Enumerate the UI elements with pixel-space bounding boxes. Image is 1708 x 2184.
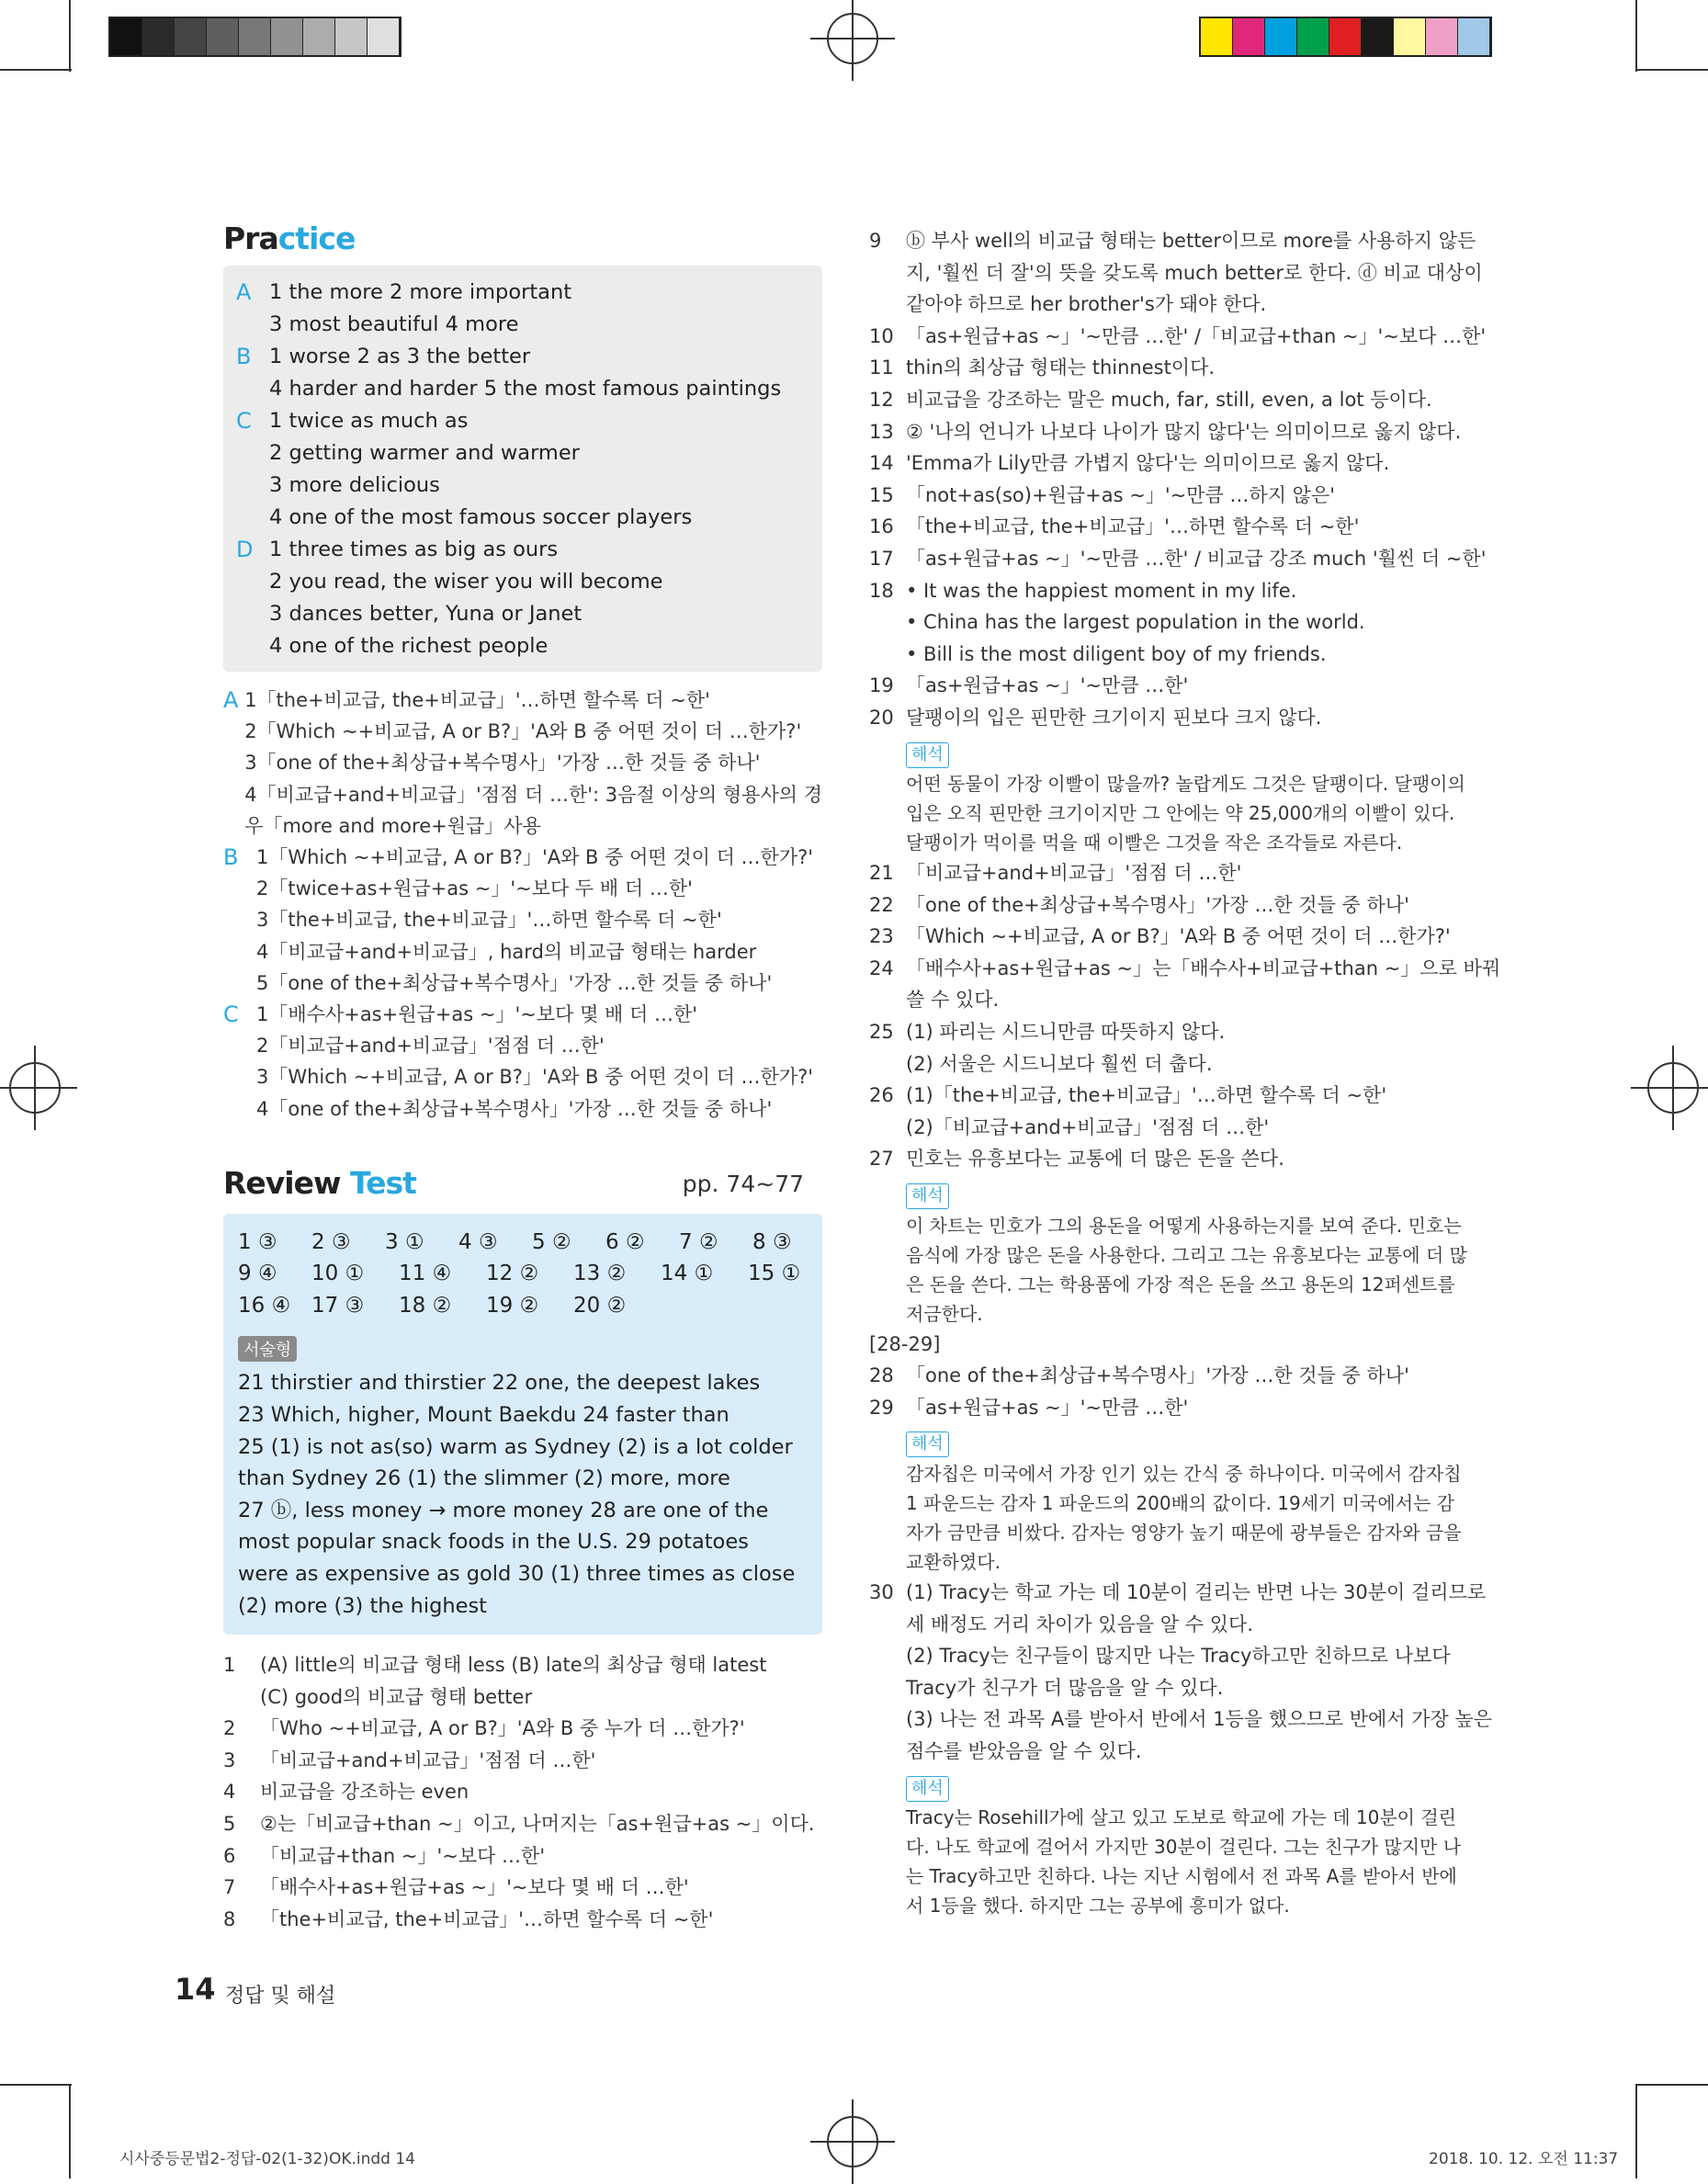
item-text: 「the+비교급, the+비교급」'…하면 할수록 더 ~한'	[906, 515, 1360, 538]
crop-mark	[1635, 0, 1637, 72]
item-text-continued: (3) 나는 전 과목 A를 받아서 반에서 1등을 했으므로 반에서 가장 높은	[906, 1708, 1493, 1731]
explanation-group	[223, 842, 822, 999]
translation-line: 는 Tracy하고만 친하다. 나는 지난 시험에서 전 과목 A를 받아서 반에	[906, 1865, 1457, 1888]
translation-tag-row	[869, 1175, 1476, 1211]
color-swatch	[1201, 18, 1233, 55]
item-text-continued: 점수를 받았음을 알 수 있다.	[906, 1739, 1142, 1762]
color-bar	[1199, 17, 1492, 57]
translation-tag-row	[869, 1768, 1476, 1804]
item-number: 16	[869, 515, 894, 538]
explanation-item	[223, 1681, 822, 1714]
color-swatch	[1394, 18, 1426, 55]
explanation-line: 5「one of the+최상급+복수명사」'가장 …한 것들 중 하나'	[256, 971, 773, 994]
essay-line: 23 Which, higher, Mount Baekdu 24 faster than	[238, 1402, 730, 1427]
item-text: ⓑ 부사 well의 비교급 형태는 better이므로 more를 사용하지 않든	[906, 230, 1476, 252]
answer-line: 3 most beautiful 4 more	[269, 312, 519, 336]
answer-line: 1 the more 2 more important	[269, 280, 572, 304]
item-text: 「비교급+and+비교급」'점점 더 …한'	[260, 1748, 596, 1771]
explanation-item	[869, 953, 1501, 985]
review-title: Review Test	[223, 1164, 416, 1201]
section-letter: C	[236, 408, 252, 434]
item-number: 15	[869, 483, 894, 506]
translation-line: 다. 나도 학교에 걸어서 가지만 30분이 걸린다. 그는 친구가 많지만 나	[906, 1836, 1462, 1859]
item-text: 「as+원급+as ~」'~만큼 …한' / 비교급 강조 much '훨씬 더 ~한'	[906, 547, 1487, 570]
item-text-continued: (2) Tracy는 친구들이 많지만 나는 Tracy하고만 친하므로 나보다	[906, 1645, 1451, 1668]
translation-line: 교환하였다.	[906, 1551, 1001, 1573]
mc-answer: 17 ③	[311, 1293, 365, 1318]
item-number: 5	[223, 1813, 236, 1836]
item-text: 「비교급+and+비교급」'점점 더 …한'	[906, 862, 1242, 885]
explanation-line: 1「the+비교급, the+비교급」'…하면 할수록 더 ~한'	[244, 689, 710, 711]
item-text: 「배수사+as+원급+as ~」'~보다 몇 배 더 …한'	[260, 1876, 689, 1899]
explanation-item	[869, 1016, 1476, 1048]
practice-explanations	[223, 685, 822, 1125]
answer-group	[236, 534, 809, 662]
answer-line: 2 getting warmer and warmer	[269, 441, 580, 465]
translation-tag: 해석	[906, 1776, 949, 1802]
mc-answer: 16 ④	[238, 1293, 291, 1318]
item-text-continued: 같아야 하므로 her brother's가 돼야 한다.	[906, 293, 1267, 316]
item-number: 22	[869, 893, 894, 916]
item-text: 비교급을 강조하는 말은 much, far, still, even, a lot 등이다.	[906, 388, 1432, 411]
answer-line: 3 dances better, Yuna or Janet	[269, 602, 583, 626]
practice-answer-box	[223, 266, 822, 672]
item-number: 12	[869, 388, 894, 411]
crop-mark	[1635, 69, 1708, 71]
translation-tag: 해석	[906, 1431, 949, 1457]
item-text: 「Which ~+비교급, A or B?」'A와 B 중 어떤 것이 더 …한가?'	[906, 925, 1451, 948]
explanation-item	[869, 1143, 1476, 1175]
item-text: 「as+원급+as ~」'~만큼 …한'	[906, 1396, 1189, 1419]
section-letter: C	[223, 1001, 239, 1028]
item-text: 「not+as(so)+원급+as ~」'~만큼 …하지 않은'	[906, 483, 1336, 506]
mc-row	[238, 1227, 809, 1259]
essay-line: were as expensive as gold 30 (1) three times as close	[238, 1561, 796, 1586]
item-text-continued: 지, '훨씬 더 잘'의 뜻을 갖도록 much better로 한다. ⓓ 비교 대상이	[906, 261, 1483, 284]
explanation-item	[869, 857, 1476, 889]
section-letter: B	[223, 844, 239, 871]
explanation-line: 3「one of the+최상급+복수명사」'가장 …한 것들 중 하나'	[244, 752, 761, 775]
answer-line: 4 harder and harder 5 the most famous paintings	[269, 377, 782, 401]
explanation-item	[223, 1904, 822, 1936]
translation-tag: 해석	[906, 1183, 949, 1209]
mc-row	[238, 1258, 809, 1290]
answer-line: 2 you read, the wiser you will become	[269, 570, 663, 594]
gray-swatch	[142, 18, 175, 55]
explanation-item	[869, 352, 1476, 384]
essay-line: most popular snack foods in the U.S. 29 potatoes	[238, 1530, 749, 1555]
color-swatch	[1329, 18, 1362, 55]
item-number: 1	[223, 1654, 236, 1677]
explanation-item	[869, 575, 1476, 607]
answer-lines	[269, 277, 571, 341]
explanation-item	[869, 416, 1476, 448]
item-number: 2	[223, 1717, 236, 1740]
explanation-item	[869, 225, 1476, 257]
item-number: 17	[869, 547, 894, 570]
mc-answer: 19 ②	[486, 1293, 539, 1318]
review-header	[223, 1165, 822, 1201]
crop-mark	[69, 0, 71, 72]
explanation-group	[223, 685, 822, 842]
item-text: ②는「비교급+than ~」이고, 나머지는「as+원급+as ~」이다.	[260, 1813, 815, 1836]
mc-answer: 15 ①	[748, 1262, 801, 1286]
answer-line: 3 more delicious	[269, 473, 440, 497]
essay-line: than Sydney 26 (1) the slimmer (2) more, more	[238, 1466, 730, 1491]
answer-line: 1 three times as big as ours	[269, 538, 559, 561]
translation-line: 은 돈을 쓴다. 그는 학용품에 가장 적은 돈을 쓰고 용돈의 12퍼센트를	[906, 1273, 1455, 1296]
mc-answer: 6 ②	[605, 1229, 645, 1254]
color-swatch	[1458, 18, 1490, 55]
item-number: 3	[223, 1748, 236, 1771]
review-explanations	[223, 1649, 822, 1935]
item-text: 달팽이의 입은 핀만한 크기이지 핀보다 크지 않다.	[906, 706, 1322, 729]
registration-mark-bottom	[827, 2116, 878, 2167]
date-slug: 2018. 10. 12. 오전 11:37	[1429, 2150, 1619, 2168]
essay-tag: 서술형	[238, 1336, 297, 1362]
item-number: 25	[869, 1021, 894, 1044]
answer-line: 1 twice as much as	[269, 409, 469, 433]
item-text: (C) good의 비교급 형태 better	[260, 1685, 533, 1708]
gray-swatch	[368, 18, 400, 55]
item-number: 18	[869, 579, 894, 602]
mc-answer: 1 ③	[238, 1229, 277, 1254]
translation-line: Tracy는 Rosehill가에 살고 있고 도보로 학교에 가는 데 10분이 걸린	[906, 1806, 1456, 1829]
answer-line: 4 one of the richest people	[269, 634, 549, 658]
section-letter: D	[236, 537, 254, 562]
item-number: 7	[223, 1876, 236, 1899]
item-number: [28-29]	[869, 1332, 941, 1355]
translation-line: 음식에 가장 많은 돈을 사용한다. 그리고 그는 유흥보다는 교통에 더 많	[906, 1243, 1467, 1266]
right-column	[869, 225, 1501, 1920]
translation-line: 입은 오직 핀만한 크기이지만 그 안에는 약 25,000개의 이빨이 있다.	[906, 802, 1455, 825]
section-letter: A	[223, 687, 239, 713]
explanation-item	[869, 543, 1487, 575]
item-text-continued: (2)「비교급+and+비교급」'점점 더 …한'	[906, 1115, 1270, 1138]
page-range: pp. 74~77	[682, 1170, 804, 1197]
explanation-lines	[256, 842, 813, 999]
item-text: (A) little의 비교급 형태 less (B) late의 최상급 형태 latest	[260, 1654, 767, 1677]
item-text: 민호는 유흥보다는 교통에 더 많은 돈을 쓴다.	[906, 1148, 1284, 1171]
essay-line: 25 (1) is not as(so) warm as Sydney (2) is a lot colder	[238, 1434, 793, 1459]
item-text: 비교급을 강조하는 even	[260, 1781, 469, 1804]
item-text: 「one of the+최상급+복수명사」'가장 …한 것들 중 하나'	[906, 1364, 1409, 1387]
essay-line: 27 ⓑ, less money → more money 28 are one of the	[238, 1498, 769, 1522]
explanation-item	[869, 1080, 1476, 1112]
mc-answer: 3 ①	[385, 1229, 424, 1254]
explanation-line: 2「twice+as+원급+as ~」'~보다 두 배 더 …한'	[256, 877, 693, 900]
mc-answer: 14 ①	[661, 1262, 714, 1286]
item-text: (1) 파리는 시드니만큼 따뜻하지 않다.	[906, 1021, 1226, 1044]
item-text: 「as+원급+as ~」'~만큼 …한'	[906, 674, 1189, 697]
multiple-choice-answers	[238, 1227, 809, 1322]
item-text: (1) Tracy는 학교 가는 데 10분이 걸리는 반면 나는 30분이 걸리므로	[906, 1581, 1487, 1603]
mc-answer: 11 ④	[399, 1262, 452, 1286]
item-text-continued: 세 배정도 거리 차이가 있음을 알 수 있다.	[906, 1613, 1253, 1635]
item-text: 「Who ~+비교급, A or B?」'A와 B 중 누가 더 …한가?'	[260, 1717, 745, 1740]
translation-line: 어떤 동물이 가장 이빨이 많을까? 놀랍게도 그것은 달팽이다. 달팽이의	[906, 773, 1465, 796]
explanation-item	[223, 1840, 822, 1873]
item-text-continued: 쓸 수 있다.	[906, 989, 1000, 1012]
file-slug: 시사중등문법2-정답-02(1-32)OK.indd 14	[119, 2150, 415, 2168]
gray-swatch	[335, 18, 368, 55]
explanation-item	[869, 1392, 1476, 1424]
explanation-item	[223, 1745, 822, 1777]
explanation-item	[223, 1713, 822, 1745]
explanation-item	[869, 447, 1476, 480]
answer-group	[236, 405, 809, 534]
explanation-item	[869, 480, 1476, 512]
crop-mark	[1635, 2084, 1637, 2178]
translation-line: 1 파운드는 감자 1 파운드의 200배의 값이다. 19세기 미국에서는 감	[906, 1492, 1455, 1514]
mc-row	[238, 1290, 809, 1322]
grayscale-bar	[108, 17, 402, 57]
mc-answer: 8 ③	[752, 1229, 792, 1254]
explanation-item	[869, 1360, 1476, 1392]
left-column	[223, 221, 822, 1935]
item-number: 30	[869, 1581, 894, 1603]
gray-swatch	[271, 18, 303, 55]
mc-answer: 2 ③	[311, 1229, 351, 1254]
answer-lines	[269, 341, 781, 405]
item-text: • It was the happiest moment in my life.	[906, 579, 1297, 602]
mc-answer: 12 ②	[486, 1262, 539, 1286]
item-text: 「비교급+than ~」'~보다 …한'	[260, 1844, 546, 1867]
color-swatch	[1233, 18, 1265, 55]
explanation-item	[869, 1329, 1476, 1361]
crop-mark	[0, 69, 72, 71]
answer-line: 1 worse 2 as 3 the better	[269, 345, 531, 368]
item-number: 21	[869, 862, 894, 885]
mc-answer: 5 ②	[532, 1229, 571, 1254]
item-number: 6	[223, 1844, 236, 1867]
explanation-line: 4「비교급+and+비교급」, hard의 비교급 형태는 harder	[256, 940, 757, 963]
answer-line: 4 one of the most famous soccer players	[269, 505, 693, 529]
translation-line: 감자칩은 미국에서 가장 인기 있는 간식 중 하나이다. 미국에서 감자칩	[906, 1463, 1462, 1485]
explanation-lines	[256, 999, 813, 1125]
color-swatch	[1426, 18, 1458, 55]
mc-answer: 7 ②	[679, 1229, 718, 1254]
registration-mark-top	[827, 13, 878, 64]
explanation-lines	[244, 685, 822, 842]
essay-answers	[238, 1367, 809, 1622]
explanation-item	[869, 921, 1476, 953]
gray-swatch	[207, 18, 239, 55]
color-swatch	[1362, 18, 1394, 55]
item-number: 26	[869, 1084, 894, 1107]
explanation-item	[223, 1776, 822, 1808]
explanation-item	[869, 384, 1476, 416]
explanation-line: 4「one of the+최상급+복수명사」'가장 …한 것들 중 하나'	[256, 1097, 773, 1120]
item-text-continued: (2) 서울은 시드니보다 훨씬 더 춥다.	[906, 1052, 1213, 1075]
item-text: ② '나의 언니가 나보다 나이가 많지 않다'는 의미이므로 옳지 않다.	[906, 420, 1462, 443]
color-swatch	[1265, 18, 1297, 55]
color-swatch	[1297, 18, 1329, 55]
footer-label: 정답 및 해설	[225, 1985, 336, 2008]
item-number: 19	[869, 674, 894, 697]
explanation-item	[869, 670, 1476, 702]
translation-line: 이 차트는 민호가 그의 용돈을 어떻게 사용하는지를 보여 준다. 민호는	[906, 1214, 1462, 1237]
item-text: 「as+원급+as ~」'~만큼 …한' /「비교급+than ~」'~보다 …한'	[906, 324, 1487, 347]
item-number: 14	[869, 452, 894, 475]
crop-mark	[0, 2084, 72, 2086]
mc-answer: 9 ④	[238, 1262, 277, 1286]
explanation-line: 2「비교급+and+비교급」'점점 더 …한'	[256, 1035, 605, 1058]
item-text-continued: • China has the largest population in the world.	[906, 611, 1365, 634]
item-number: 23	[869, 925, 894, 948]
section-letter: B	[236, 344, 252, 369]
item-text: 'Emma가 Lily만큼 가볍지 않다'는 의미이므로 옳지 않다.	[906, 452, 1390, 475]
explanation-item	[869, 321, 1487, 353]
mc-answer: 10 ①	[311, 1262, 365, 1286]
registration-mark-right	[1647, 1062, 1699, 1114]
answer-lines	[269, 405, 692, 534]
item-text-continued: • Bill is the most diligent boy of my friends.	[906, 642, 1327, 665]
explanation-group	[223, 999, 822, 1125]
translation-tag-row	[869, 734, 1476, 770]
translation-line: 달팽이가 먹이를 먹을 때 이빨은 그것을 작은 조각들로 자른다.	[906, 832, 1403, 854]
translation-line: 저금한다.	[906, 1302, 983, 1325]
item-number	[223, 1681, 260, 1714]
explanation-line: 1「Which ~+비교급, A or B?」'A와 B 중 어떤 것이 더 …한가?'	[256, 846, 814, 869]
explanation-line: 4「비교급+and+비교급」'점점 더 …한': 3음절 이상의 형용사의 경	[244, 783, 822, 806]
item-number: 20	[869, 706, 894, 729]
gray-swatch	[110, 18, 142, 55]
item-text: 「배수사+as+원급+as ~」는「배수사+비교급+than ~」으로 바꿔	[906, 956, 1501, 979]
gray-swatch	[303, 18, 335, 55]
item-number: 11	[869, 356, 894, 379]
explanation-item	[223, 1808, 822, 1840]
section-letter: A	[236, 279, 252, 305]
item-number: 9	[869, 230, 882, 252]
translation-tag-row	[869, 1423, 1476, 1459]
item-number: 4	[223, 1781, 236, 1804]
page-number: 14	[175, 1972, 216, 2007]
item-text: (1)「the+비교급, the+비교급」'…하면 할수록 더 ~한'	[906, 1084, 1387, 1107]
explanation-line: 3「the+비교급, the+비교급」'…하면 할수록 더 ~한'	[256, 909, 722, 932]
essay-line: 21 thirstier and thirstier 22 one, the deepest lakes	[238, 1371, 761, 1396]
registration-mark-left	[9, 1062, 61, 1114]
translation-tag: 해석	[906, 742, 949, 768]
answer-group	[236, 277, 809, 341]
item-number: 13	[869, 420, 894, 443]
translation-line: 서 1등을 했다. 하지만 그는 공부에 흥미가 없다.	[906, 1895, 1290, 1918]
mc-answer: 4 ③	[458, 1229, 498, 1254]
mc-answer: 13 ②	[573, 1262, 627, 1286]
item-number: 28	[869, 1364, 894, 1387]
item-text: 「one of the+최상급+복수명사」'가장 …한 것들 중 하나'	[906, 893, 1409, 916]
item-text: 「the+비교급, the+비교급」'…하면 할수록 더 ~한'	[260, 1907, 714, 1930]
item-text-continued: Tracy가 친구가 더 많음을 알 수 있다.	[906, 1676, 1224, 1699]
explanation-item	[869, 511, 1476, 543]
explanation-line: 3「Which ~+비교급, A or B?」'A와 B 중 어떤 것이 더 …한가?'	[256, 1066, 814, 1089]
practice-title: Practice	[223, 221, 356, 256]
explanation-line: 2「Which ~+비교급, A or B?」'A와 B 중 어떤 것이 더 …한가?'	[244, 720, 802, 743]
essay-line: (2) more (3) the highest	[238, 1593, 487, 1618]
explanation-item	[869, 1577, 1487, 1609]
item-number: 10	[869, 324, 894, 347]
item-number: 27	[869, 1148, 894, 1171]
translation-line: 자가 금만큼 비쌌다. 감자는 영양가 높기 때문에 광부들은 감자와 금을	[906, 1522, 1462, 1544]
item-number: 29	[869, 1396, 894, 1419]
mc-answer: 18 ②	[399, 1293, 452, 1318]
review-answer-box	[223, 1214, 822, 1635]
explanation-item	[223, 1649, 822, 1681]
item-number: 8	[223, 1907, 236, 1930]
gray-swatch	[175, 18, 207, 55]
explanation-item	[869, 889, 1476, 922]
explanation-item	[223, 1872, 822, 1904]
mc-answer: 20 ②	[573, 1293, 627, 1318]
crop-mark	[69, 2084, 71, 2178]
explanation-item	[869, 702, 1476, 734]
crop-mark	[1635, 2084, 1708, 2086]
item-number: 24	[869, 956, 894, 979]
explanation-line: 우「more and more+원급」사용	[244, 814, 541, 837]
gray-swatch	[239, 18, 271, 55]
answer-lines	[269, 534, 662, 662]
item-text: thin의 최상급 형태는 thinnest이다.	[906, 356, 1216, 379]
answer-group	[236, 341, 809, 405]
explanation-line: 1「배수사+as+원급+as ~」'~보다 몇 배 더 …한'	[256, 1003, 698, 1026]
